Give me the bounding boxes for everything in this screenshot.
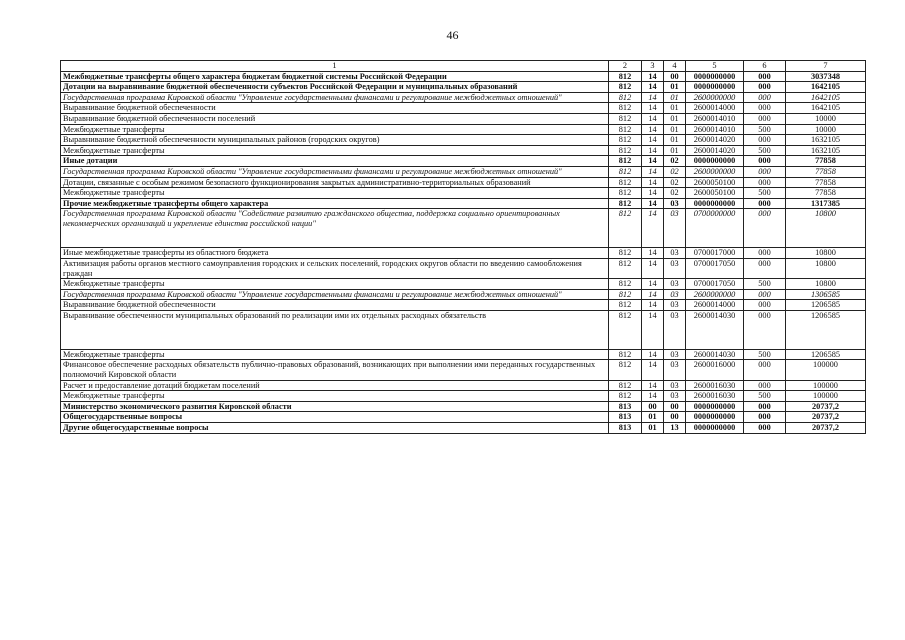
section-code: 14: [642, 82, 664, 93]
target-article-code: 2600050100: [686, 177, 744, 188]
row-description: Выравнивание бюджетной обеспеченности: [61, 103, 609, 114]
row-description: Межбюджетные трансферты: [61, 124, 609, 135]
page-number: 46: [446, 28, 459, 42]
table-row: [61, 360, 866, 380]
amount: 77858: [786, 156, 866, 167]
subsection-code: 01: [664, 135, 686, 146]
subsection-code: 00: [664, 71, 686, 82]
amount: 77858: [786, 166, 866, 177]
amount: 10000: [786, 124, 866, 135]
expense-type-code: 500: [744, 124, 786, 135]
table-row: [61, 156, 866, 167]
subsection-code: 01: [664, 103, 686, 114]
amount: 10800: [786, 209, 866, 248]
row-description: Государственная программа Кировской области "Управление государственными финансами и регулирование межбюджетных отношений": [61, 92, 609, 103]
section-code: 14: [642, 113, 664, 124]
expense-type-code: 000: [744, 289, 786, 300]
expense-type-code: 000: [744, 103, 786, 114]
target-article-code: 0000000000: [686, 198, 744, 209]
header-cell: 4: [664, 61, 686, 72]
expense-type-code: 000: [744, 156, 786, 167]
expense-type-code: 000: [744, 82, 786, 93]
ministry-code: 812: [609, 380, 642, 391]
expense-type-code: 000: [744, 166, 786, 177]
amount: 1632105: [786, 135, 866, 146]
table-row: [61, 349, 866, 360]
target-article-code: 2600014030: [686, 349, 744, 360]
row-description: Дотации на выравнивание бюджетной обеспеченности субъектов Российской Федерации и муниципальных образований: [61, 82, 609, 93]
subsection-code: 03: [664, 289, 686, 300]
ministry-code: 812: [609, 310, 642, 349]
subsection-code: 01: [664, 124, 686, 135]
subsection-code: 02: [664, 177, 686, 188]
ministry-code: 812: [609, 300, 642, 311]
table-row: [61, 124, 866, 135]
row-description: Активизация работы органов местного самоуправления городских и сельских поселений, городских округов области по введению самообложения граждан: [61, 258, 609, 278]
table-row: [61, 177, 866, 188]
table-row: [61, 188, 866, 199]
expense-type-code: 000: [744, 423, 786, 434]
ministry-code: 812: [609, 391, 642, 402]
amount: 10800: [786, 258, 866, 278]
target-article-code: 2600016000: [686, 360, 744, 380]
table-body: [61, 61, 866, 434]
section-code: 14: [642, 166, 664, 177]
table-row: [61, 412, 866, 423]
ministry-code: 813: [609, 412, 642, 423]
ministry-code: 812: [609, 92, 642, 103]
target-article-code: 2600014000: [686, 103, 744, 114]
expense-type-code: 000: [744, 360, 786, 380]
target-article-code: 0700000000: [686, 209, 744, 248]
ministry-code: 812: [609, 113, 642, 124]
section-code: 14: [642, 289, 664, 300]
expense-type-code: 000: [744, 401, 786, 412]
subsection-code: 03: [664, 310, 686, 349]
subsection-code: 03: [664, 279, 686, 290]
row-description: Государственная программа Кировской области "Управление государственными финансами и регулирование межбюджетных отношений": [61, 166, 609, 177]
target-article-code: 2600014010: [686, 124, 744, 135]
target-article-code: 2600014030: [686, 310, 744, 349]
row-description: Выравнивание обеспеченности муниципальных образований по реализации ими их отдельных расходных обязательств: [61, 310, 609, 349]
ministry-code: 812: [609, 145, 642, 156]
subsection-code: 03: [664, 300, 686, 311]
section-code: 14: [642, 258, 664, 278]
expense-type-code: 000: [744, 300, 786, 311]
ministry-code: 812: [609, 103, 642, 114]
subsection-code: 01: [664, 92, 686, 103]
section-code: 14: [642, 177, 664, 188]
section-code: 14: [642, 188, 664, 199]
section-code: 14: [642, 103, 664, 114]
table-row: [61, 380, 866, 391]
section-code: 14: [642, 360, 664, 380]
amount: 1642105: [786, 103, 866, 114]
row-description: Прочие межбюджетные трансферты общего характера: [61, 198, 609, 209]
amount: 77858: [786, 177, 866, 188]
amount: 20737,2: [786, 412, 866, 423]
amount: 1642105: [786, 82, 866, 93]
ministry-code: 812: [609, 166, 642, 177]
subsection-code: 03: [664, 258, 686, 278]
table-row: [61, 423, 866, 434]
row-description: Государственная программа Кировской области "Управление государственными финансами и регулирование межбюджетных отношений": [61, 289, 609, 300]
ministry-code: 812: [609, 135, 642, 146]
section-code: 14: [642, 156, 664, 167]
target-article-code: 0700017050: [686, 279, 744, 290]
row-description: Другие общегосударственные вопросы: [61, 423, 609, 434]
row-description: Государственная программа Кировской области "Содействие развитию гражданского общества, поддержка социально ориентированных некоммерческих организаций и укрепление единства российской нации": [61, 209, 609, 248]
section-code: 14: [642, 391, 664, 402]
section-code: 14: [642, 198, 664, 209]
target-article-code: 0700017050: [686, 258, 744, 278]
ministry-code: 812: [609, 188, 642, 199]
row-description: Выравнивание бюджетной обеспеченности: [61, 300, 609, 311]
subsection-code: 00: [664, 412, 686, 423]
section-code: 14: [642, 279, 664, 290]
amount: 1206585: [786, 300, 866, 311]
section-code: 14: [642, 71, 664, 82]
section-code: 14: [642, 135, 664, 146]
expense-type-code: 000: [744, 258, 786, 278]
row-description: Дотации, связанные с особым режимом безопасного функционирования закрытых административно-территориальных образований: [61, 177, 609, 188]
row-description: Межбюджетные трансферты: [61, 391, 609, 402]
target-article-code: 2600016030: [686, 380, 744, 391]
expense-type-code: 500: [744, 145, 786, 156]
section-code: 01: [642, 423, 664, 434]
amount: 10800: [786, 248, 866, 259]
table-row: [61, 248, 866, 259]
budget-table: [60, 60, 866, 434]
subsection-code: 13: [664, 423, 686, 434]
table-row: [61, 82, 866, 93]
amount: 1632105: [786, 145, 866, 156]
target-article-code: 0000000000: [686, 423, 744, 434]
ministry-code: 812: [609, 71, 642, 82]
subsection-code: 03: [664, 209, 686, 248]
expense-type-code: 000: [744, 412, 786, 423]
subsection-code: 02: [664, 188, 686, 199]
amount: 100000: [786, 380, 866, 391]
ministry-code: 812: [609, 349, 642, 360]
header-cell: 1: [61, 61, 609, 72]
amount: 20737,2: [786, 401, 866, 412]
amount: 1317385: [786, 198, 866, 209]
expense-type-code: 000: [744, 209, 786, 248]
amount: 1206585: [786, 349, 866, 360]
target-article-code: 0000000000: [686, 156, 744, 167]
subsection-code: 03: [664, 248, 686, 259]
table-row: [61, 279, 866, 290]
ministry-code: 812: [609, 82, 642, 93]
header-cell: 7: [786, 61, 866, 72]
expense-type-code: 000: [744, 135, 786, 146]
subsection-code: 03: [664, 349, 686, 360]
section-code: 14: [642, 310, 664, 349]
table-row: [61, 135, 866, 146]
expense-type-code: 000: [744, 177, 786, 188]
subsection-code: 00: [664, 401, 686, 412]
ministry-code: 812: [609, 209, 642, 248]
row-description: Межбюджетные трансферты общего характера бюджетам бюджетной системы Российской Федерации: [61, 71, 609, 82]
section-code: 00: [642, 401, 664, 412]
table-row: [61, 113, 866, 124]
table-row: [61, 401, 866, 412]
row-description: Межбюджетные трансферты: [61, 349, 609, 360]
table-row: [61, 92, 866, 103]
header-cell: 5: [686, 61, 744, 72]
row-description: Выравнивание бюджетной обеспеченности муниципальных районов (городских округов): [61, 135, 609, 146]
header-row: [61, 61, 866, 72]
amount: 1306585: [786, 289, 866, 300]
table-row: [61, 145, 866, 156]
ministry-code: 812: [609, 289, 642, 300]
section-code: 14: [642, 209, 664, 248]
subsection-code: 01: [664, 82, 686, 93]
subsection-code: 03: [664, 391, 686, 402]
amount: 77858: [786, 188, 866, 199]
amount: 100000: [786, 391, 866, 402]
amount: 3037348: [786, 71, 866, 82]
amount: 1206585: [786, 310, 866, 349]
table-row: [61, 258, 866, 278]
target-article-code: 2600000000: [686, 92, 744, 103]
target-article-code: 2600014010: [686, 113, 744, 124]
row-description: Межбюджетные трансферты: [61, 188, 609, 199]
row-description: Межбюджетные трансферты: [61, 145, 609, 156]
ministry-code: 813: [609, 401, 642, 412]
expense-type-code: 500: [744, 349, 786, 360]
section-code: 14: [642, 124, 664, 135]
header-cell: 6: [744, 61, 786, 72]
ministry-code: 812: [609, 156, 642, 167]
section-code: 14: [642, 145, 664, 156]
expense-type-code: 000: [744, 92, 786, 103]
target-article-code: 2600014000: [686, 300, 744, 311]
target-article-code: 0000000000: [686, 71, 744, 82]
target-article-code: 0000000000: [686, 82, 744, 93]
row-description: Финансовое обеспечение расходных обязательств публично-правовых образований, возникающих при выполнении ими переданных государственных полномочий Кировской области: [61, 360, 609, 380]
subsection-code: 01: [664, 145, 686, 156]
table-row: [61, 300, 866, 311]
subsection-code: 01: [664, 113, 686, 124]
expense-type-code: 500: [744, 188, 786, 199]
ministry-code: 812: [609, 248, 642, 259]
row-description: Иные дотации: [61, 156, 609, 167]
table-row: [61, 166, 866, 177]
section-code: 14: [642, 349, 664, 360]
expense-type-code: 500: [744, 391, 786, 402]
ministry-code: 812: [609, 279, 642, 290]
amount: 20737,2: [786, 423, 866, 434]
section-code: 14: [642, 300, 664, 311]
header-cell: 3: [642, 61, 664, 72]
target-article-code: 2600000000: [686, 166, 744, 177]
target-article-code: 2600000000: [686, 289, 744, 300]
subsection-code: 03: [664, 380, 686, 391]
target-article-code: 0000000000: [686, 401, 744, 412]
row-description: Межбюджетные трансферты: [61, 279, 609, 290]
row-description: Министерство экономического развития Кировской области: [61, 401, 609, 412]
ministry-code: 812: [609, 177, 642, 188]
target-article-code: 2600016030: [686, 391, 744, 402]
section-code: 14: [642, 248, 664, 259]
table-row: [61, 198, 866, 209]
expense-type-code: 000: [744, 380, 786, 391]
ministry-code: 812: [609, 360, 642, 380]
row-description: Расчет и предоставление дотаций бюджетам поселений: [61, 380, 609, 391]
row-description: Выравнивание бюджетной обеспеченности поселений: [61, 113, 609, 124]
subsection-code: 03: [664, 198, 686, 209]
target-article-code: 2600014020: [686, 135, 744, 146]
ministry-code: 812: [609, 258, 642, 278]
table-row: [61, 391, 866, 402]
ministry-code: 813: [609, 423, 642, 434]
header-cell: 2: [609, 61, 642, 72]
expense-type-code: 000: [744, 71, 786, 82]
subsection-code: 02: [664, 166, 686, 177]
expense-type-code: 000: [744, 198, 786, 209]
expense-type-code: 000: [744, 248, 786, 259]
subsection-code: 02: [664, 156, 686, 167]
target-article-code: 0700017000: [686, 248, 744, 259]
target-article-code: 0000000000: [686, 412, 744, 423]
section-code: 01: [642, 412, 664, 423]
ministry-code: 812: [609, 198, 642, 209]
table-row: [61, 71, 866, 82]
table-row: [61, 103, 866, 114]
amount: 10000: [786, 113, 866, 124]
table-row: [61, 209, 866, 248]
target-article-code: 2600014020: [686, 145, 744, 156]
expense-type-code: 000: [744, 113, 786, 124]
amount: 1642105: [786, 92, 866, 103]
amount: 10800: [786, 279, 866, 290]
section-code: 14: [642, 92, 664, 103]
row-description: Общегосударственные вопросы: [61, 412, 609, 423]
row-description: Иные межбюджетные трансферты из областного бюджета: [61, 248, 609, 259]
section-code: 14: [642, 380, 664, 391]
expense-type-code: 000: [744, 310, 786, 349]
target-article-code: 2600050100: [686, 188, 744, 199]
expense-type-code: 500: [744, 279, 786, 290]
table-row: [61, 310, 866, 349]
amount: 100000: [786, 360, 866, 380]
subsection-code: 03: [664, 360, 686, 380]
table-row: [61, 289, 866, 300]
ministry-code: 812: [609, 124, 642, 135]
